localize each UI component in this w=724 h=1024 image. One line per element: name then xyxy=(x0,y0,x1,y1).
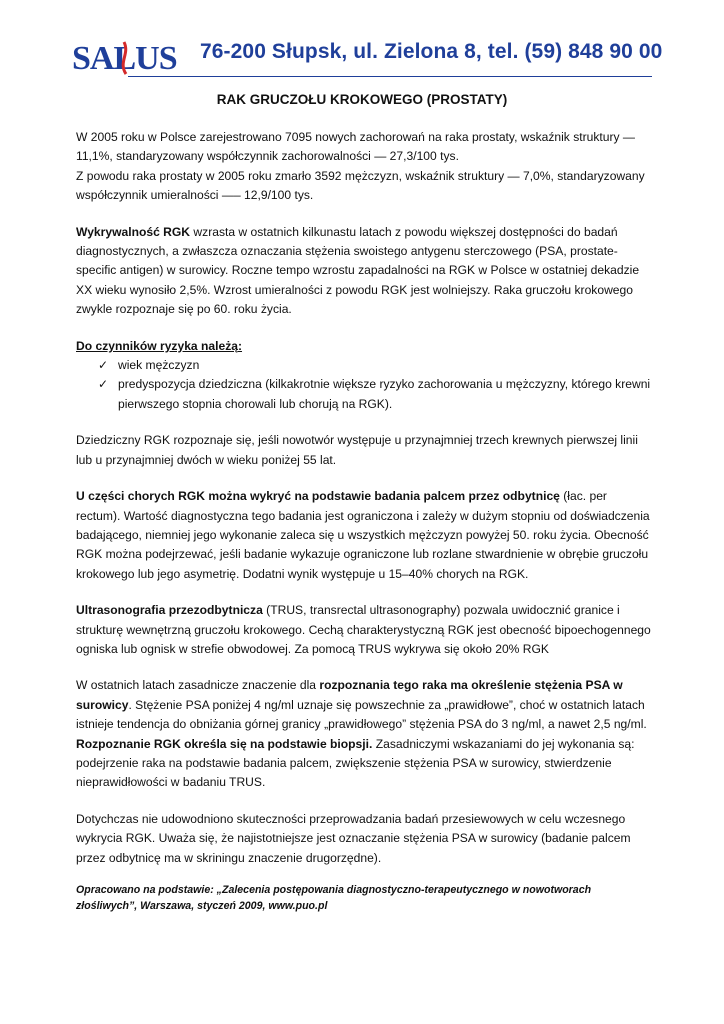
trus-lead: Ultrasonografia przezodbytnicza xyxy=(76,603,263,618)
stats-incidence: W 2005 roku w Polsce zarejestrowano 7095 nowych zachorowań na raka prostaty, wskaźnik struktury — 11,1%, standaryzowany współczynnik zachorowalności — 27,3/100 tys. xyxy=(76,130,636,164)
risk-item xyxy=(76,375,654,414)
detection-lead: Wykrywalność RGK xyxy=(76,224,191,239)
clinic-contact: 76-200 Słupsk, ul. Zielona 8, tel. (59) 848 90 00 xyxy=(200,40,663,63)
trus-text: (TRUS, transrectal ultrasonography) pozwala uwidocznić granice i strukturę wewnętrzną gruczołu krokowego. Cechą charakterystyczną RGK jest obecność bipoechogennego ogniska lub ognisk w strefie obwodowej. Za pomocą TRUS wykrywa się około 20% RGK xyxy=(76,603,651,656)
detection-text: wzrasta w ostatnich kilkunastu latach z powodu większej dostępności do badań diagnostycznych, a zwłaszcza oznaczania stężenia swoistego antygenu sterczowego (PSA, prostate-specific antigen) w surowicy. Roczne tempo wzrostu zapadalności na RGK w Polsce w ostatniej dekadzie XX wieku wynosiło 2,5%. Wzrost umieralności z powodu RGK jest wolniejszy. Raka gruczołu krokowego zwykle rozpoznaje się po 60. roku życia. xyxy=(76,224,640,317)
stats-paragraph xyxy=(76,128,654,206)
screening-paragraph: Dotychczas nie udowodniono skuteczności przeprowadzania badań przesiewowych w celu wczesnego wykrycia RGK. Uważa się, że najistotniejsze jest oznaczanie stężenia PSA w surowicy (badanie palcem przez odbytnicę ma w skriningu znaczenie drugorzędne). xyxy=(76,811,631,865)
risk-item-text: wiek mężczyzn xyxy=(118,358,200,373)
detection-paragraph xyxy=(76,223,654,320)
logo-text: SALUS xyxy=(72,40,177,76)
document-title: RAK GRUCZOŁU KROKOWEGO (PROSTATY) xyxy=(216,92,508,107)
trus-paragraph xyxy=(76,601,654,659)
dre-text: (łac. per rectum). Wartość diagnostyczna tego badania jest ograniczona i zależy w dużym stopniu od doświadczenia badającego, niemniej jego wykonanie zaleca się u wszystkich mężczyzn powyżej 50. roku życia. Obecność RGK można podejrzewać, jeśli badanie wykazuje ograniczone lub rozlane stwardnienie w obrębie gruczołu krokowego lub jego asymetrię. Dodatni wynik występuje u 15–40% chorych na RGK. xyxy=(76,489,650,581)
psa-pre: W ostatnich latach zasadnicze znaczenie dla xyxy=(76,678,320,693)
source-citation: Opracowano na podstawie: „Zalecenia postępowania diagnostyczno-terapeutycznego w nowotworach złośliwych”, Warszawa, styczeń 2009, www.puo.pl xyxy=(76,884,592,912)
header-divider xyxy=(128,76,652,77)
biopsy-text: Zasadniczymi wskazaniami do jej wykonania są: podejrzenie raka na podstawie badania palcem, zwiększenie stężenia PSA w surowicy, stwierdzenie nieprawidłowości w badaniu TRUS. xyxy=(76,736,635,790)
risk-item-text: predyspozycja dziedziczna (kilkakrotnie większe ryzyko zachorowania u mężczyzny, którego krewni pierwszego stopnia chorowali lub chorują na RGK). xyxy=(118,377,651,411)
risk-factors-list xyxy=(76,356,654,414)
psa-bold: rozpoznania tego raka ma określenie stężenia PSA w surowicy xyxy=(76,678,623,712)
stats-mortality: Z powodu raka prostaty w 2005 roku zmarło 3592 mężczyzn, wskaźnik struktury — 7,0%, standaryzowany współczynnik umieralności —– 12,9/100 tys. xyxy=(76,168,645,203)
document-body xyxy=(76,128,654,914)
psa-paragraph xyxy=(76,676,654,734)
hereditary-paragraph: Dziedziczny RGK rozpoznaje się, jeśli nowotwór występuje u przynajmniej trzech krewnych pierwszej linii lub u przynajmniej dwóch w wieku poniżej 55 lat. xyxy=(76,433,638,467)
psa-post: . Stężenie PSA poniżej 4 ng/ml uznaje się powszechnie za „prawidłowe”, choć w ostatnich latach istnieje tendencja do obniżania górnej granicy „prawidłowego” stężenia PSA do 3 ng/ml, a nawet 2,5 ng/ml. xyxy=(76,697,647,732)
biopsy-lead: Rozpoznanie RGK określa się na podstawie biopsji. xyxy=(76,736,373,751)
checkmark-icon: ✓ xyxy=(98,358,109,373)
risk-item xyxy=(76,356,654,375)
biopsy-paragraph xyxy=(76,735,654,793)
checkmark-icon: ✓ xyxy=(98,377,109,392)
dre-paragraph xyxy=(76,487,654,584)
letterhead xyxy=(72,34,663,78)
salus-logo xyxy=(72,36,184,76)
dre-lead: U części chorych RGK można wykryć na podstawie badania palcem przez odbytnicę xyxy=(76,489,560,504)
risk-heading: Do czynników ryzyka należą: xyxy=(76,338,243,353)
